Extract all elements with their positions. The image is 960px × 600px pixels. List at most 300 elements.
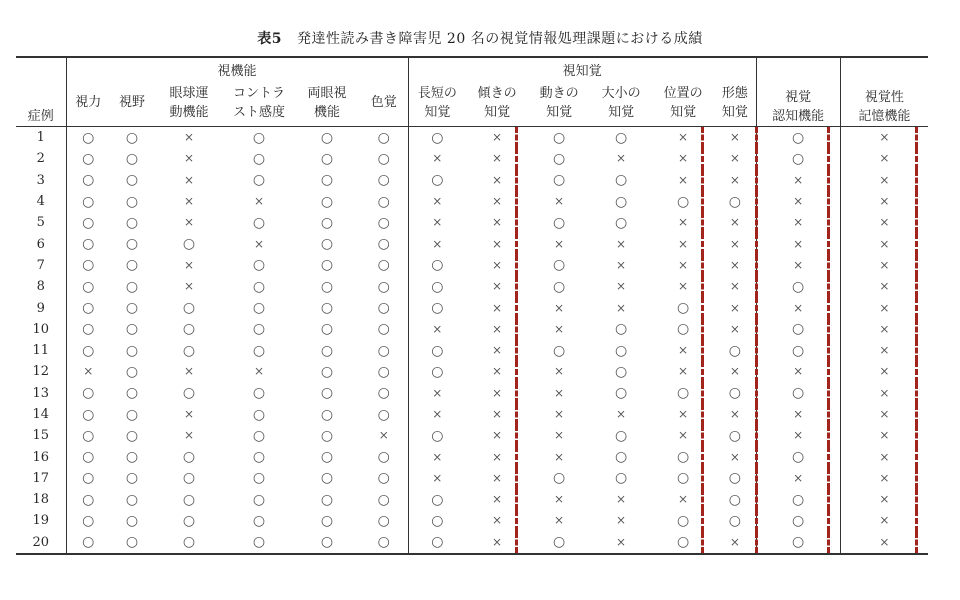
table-row [16, 404, 928, 425]
fail-mark: × [793, 172, 804, 187]
pass-mark: ○ [320, 491, 334, 508]
result-cell [590, 489, 652, 510]
fail-mark: × [492, 343, 503, 358]
fail-mark: × [554, 428, 565, 443]
pass-mark: ○ [614, 363, 628, 380]
fail-mark: × [432, 385, 443, 400]
dashed-marker [701, 148, 704, 169]
pass-mark: ○ [125, 534, 139, 551]
result-cell [840, 425, 928, 446]
dashed-marker [915, 170, 918, 191]
pass-mark: ○ [614, 470, 628, 487]
pass-mark: ○ [82, 236, 95, 253]
pass-mark: ○ [431, 172, 444, 189]
result-cell [714, 510, 756, 531]
result-cell [110, 319, 154, 340]
pass-mark: ○ [82, 321, 95, 338]
result-cell [66, 255, 110, 276]
fail-mark: × [432, 449, 443, 464]
pass-mark: ○ [125, 193, 139, 210]
result-cell [154, 233, 224, 254]
result-cell [756, 297, 840, 318]
result-cell [652, 255, 714, 276]
fail-mark: × [729, 236, 740, 251]
fail-mark: × [879, 407, 890, 421]
dashed-marker [515, 276, 518, 297]
result-cell [66, 127, 110, 149]
result-cell [840, 148, 928, 169]
pass-mark: ○ [82, 214, 95, 231]
fail-mark: × [879, 300, 890, 315]
result-cell [110, 148, 154, 169]
result-cell [294, 425, 360, 446]
table-row [16, 276, 928, 297]
result-cell [756, 468, 840, 489]
result-cell [840, 532, 928, 554]
pass-mark: ○ [552, 214, 566, 231]
fail-mark: × [183, 151, 195, 166]
result-cell [154, 127, 224, 149]
result-cell [154, 383, 224, 404]
pass-mark: ○ [320, 427, 334, 444]
pass-mark: ○ [377, 172, 390, 189]
case-number: 19 [32, 513, 50, 529]
result-cell [224, 255, 294, 276]
result-cell [408, 340, 466, 361]
result-cell [756, 383, 840, 404]
dashed-marker [701, 489, 704, 510]
fail-mark: × [678, 279, 689, 294]
pass-mark: ○ [125, 300, 139, 317]
result-cell [66, 468, 110, 489]
result-cell [224, 510, 294, 531]
fail-mark: × [183, 279, 195, 294]
case-number: 15 [32, 428, 50, 444]
result-cell [224, 425, 294, 446]
pass-mark: ○ [125, 129, 139, 146]
result-cell [590, 404, 652, 425]
pass-mark: ○ [82, 385, 95, 402]
result-cell [590, 233, 652, 254]
result-cell [66, 489, 110, 510]
result-cell [360, 127, 408, 149]
dashed-marker [827, 510, 830, 531]
fail-mark: × [432, 151, 443, 166]
pass-mark: ○ [728, 491, 741, 508]
result-cell [528, 404, 590, 425]
result-cell [528, 361, 590, 382]
result-cell [756, 191, 840, 212]
header-tilt-perception: 傾きの 知覚 [466, 79, 528, 127]
header-size-perception: 大小の 知覚 [590, 79, 652, 127]
result-cell [590, 361, 652, 382]
fail-mark: × [879, 215, 890, 230]
fail-mark: × [616, 300, 627, 315]
result-cell [110, 191, 154, 212]
pass-mark: ○ [552, 342, 566, 359]
result-cell [652, 425, 714, 446]
result-cell [294, 361, 360, 382]
dashed-marker [915, 532, 918, 553]
fail-mark: × [554, 194, 565, 209]
fail-mark: × [678, 257, 689, 272]
case-number: 13 [32, 385, 50, 401]
result-cell [528, 468, 590, 489]
pass-mark: ○ [552, 534, 566, 551]
fail-mark: × [183, 172, 195, 187]
case-number: 11 [32, 343, 50, 359]
pass-mark: ○ [552, 257, 566, 274]
fail-mark: × [183, 257, 195, 272]
pass-mark: ○ [182, 300, 196, 317]
pass-mark: ○ [431, 257, 444, 274]
result-cell [408, 425, 466, 446]
fail-mark: × [616, 236, 627, 251]
dashed-marker [827, 148, 830, 169]
pass-mark: ○ [182, 491, 196, 508]
pass-mark: ○ [252, 342, 266, 359]
dashed-marker [915, 468, 918, 489]
result-cell [360, 489, 408, 510]
table-row [16, 340, 928, 361]
result-cell [756, 212, 840, 233]
pass-mark: ○ [125, 172, 139, 189]
fail-mark: × [616, 492, 627, 507]
result-cell [154, 404, 224, 425]
result-cell [590, 127, 652, 149]
result-cell [224, 127, 294, 149]
result-cell [840, 255, 928, 276]
result-cell [110, 361, 154, 382]
result-cell [714, 127, 756, 149]
result-cell [528, 383, 590, 404]
pass-mark: ○ [320, 150, 334, 167]
dashed-marker [701, 404, 704, 425]
fail-mark: × [729, 151, 740, 166]
result-cell [590, 510, 652, 531]
result-cell [154, 510, 224, 531]
fail-mark: × [432, 194, 443, 209]
result-cell [652, 297, 714, 318]
header-binocular-vision: 両眼視 機能 [294, 79, 360, 127]
dashed-marker [701, 532, 704, 553]
pass-mark: ○ [320, 214, 334, 231]
pass-mark: ○ [320, 193, 334, 210]
fail-mark: × [554, 364, 565, 379]
case-number: 16 [32, 449, 50, 465]
result-cell [714, 297, 756, 318]
fail-mark: × [879, 257, 890, 272]
pass-mark: ○ [320, 278, 334, 295]
fail-mark: × [879, 492, 890, 507]
result-cell [840, 510, 928, 531]
result-cell [714, 212, 756, 233]
result-cell [528, 446, 590, 467]
pass-mark: ○ [614, 193, 628, 210]
pass-mark: ○ [792, 129, 805, 146]
dashed-marker [915, 446, 918, 467]
fail-mark: × [492, 172, 503, 187]
pass-mark: ○ [182, 449, 196, 466]
header-visual-field: 視野 [110, 79, 154, 127]
table-row [16, 468, 928, 489]
pass-mark: ○ [125, 470, 139, 487]
fail-mark: × [678, 343, 689, 358]
result-cell [756, 425, 840, 446]
pass-mark: ○ [82, 449, 95, 466]
fail-mark: × [678, 364, 689, 379]
result-cell [110, 233, 154, 254]
pass-mark: ○ [728, 512, 741, 529]
result-cell [714, 148, 756, 169]
result-cell [154, 532, 224, 554]
dashed-marker [915, 425, 918, 446]
pass-mark: ○ [182, 534, 196, 551]
pass-mark: ○ [82, 193, 95, 210]
result-cell [66, 233, 110, 254]
result-cell [528, 297, 590, 318]
case-number: 6 [36, 236, 45, 252]
result-cell [154, 340, 224, 361]
fail-mark: × [554, 385, 565, 400]
result-cell [652, 233, 714, 254]
result-cell [652, 319, 714, 340]
pass-mark: ○ [82, 342, 95, 359]
fail-mark: × [492, 236, 503, 251]
result-cell [756, 148, 840, 169]
result-cell [840, 468, 928, 489]
result-cell [294, 255, 360, 276]
result-cell [224, 297, 294, 318]
fail-mark: × [554, 300, 565, 315]
dashed-marker [827, 489, 830, 510]
fail-mark: × [616, 151, 627, 166]
result-cell [360, 191, 408, 212]
result-cell [652, 532, 714, 554]
pass-mark: ○ [82, 172, 95, 189]
fail-mark: × [879, 151, 890, 166]
result-cell [224, 319, 294, 340]
fail-mark: × [793, 215, 804, 230]
dashed-marker [515, 383, 518, 404]
result-cell [224, 191, 294, 212]
result-cell [528, 255, 590, 276]
pass-mark: ○ [728, 193, 741, 210]
pass-mark: ○ [252, 172, 266, 189]
fail-mark: × [554, 492, 565, 507]
case-number: 8 [36, 279, 45, 295]
fail-mark: × [492, 257, 503, 272]
result-cell [652, 361, 714, 382]
result-cell [528, 425, 590, 446]
result-cell [294, 276, 360, 297]
result-cell [154, 170, 224, 191]
result-cell [66, 170, 110, 191]
pass-mark: ○ [125, 449, 139, 466]
pass-mark: ○ [431, 363, 444, 380]
result-cell [840, 191, 928, 212]
pass-mark: ○ [320, 172, 334, 189]
dashed-marker [515, 404, 518, 425]
result-cell [840, 361, 928, 382]
fail-mark: × [253, 364, 265, 379]
result-cell [466, 404, 528, 425]
header-length-perception: 長短の 知覚 [408, 79, 466, 127]
table-row [16, 191, 928, 212]
result-cell [224, 489, 294, 510]
pass-mark: ○ [676, 321, 690, 338]
table-row [16, 297, 928, 318]
dashed-marker [915, 276, 918, 297]
table-row [16, 233, 928, 254]
result-cell [66, 319, 110, 340]
table-row [16, 319, 928, 340]
result-cell [66, 340, 110, 361]
dashed-marker [827, 404, 830, 425]
dashed-marker [915, 404, 918, 425]
pass-mark: ○ [676, 534, 690, 551]
result-cell [408, 446, 466, 467]
result-cell [590, 468, 652, 489]
case-number: 12 [32, 364, 50, 380]
fail-mark: × [729, 257, 740, 272]
result-cell [66, 297, 110, 318]
fail-mark: × [879, 513, 890, 528]
pass-mark: ○ [182, 342, 196, 359]
dashed-marker [515, 127, 518, 148]
result-cell [714, 170, 756, 191]
result-cell [224, 340, 294, 361]
result-cell [110, 212, 154, 233]
fail-mark: × [183, 364, 195, 379]
pass-mark: ○ [182, 385, 196, 402]
dashed-marker [701, 170, 704, 191]
result-cell [466, 127, 528, 149]
result-cell [224, 468, 294, 489]
dashed-marker [701, 297, 704, 318]
results-table [16, 56, 928, 555]
fail-mark: × [729, 130, 740, 145]
pass-mark: ○ [792, 534, 805, 551]
table-row [16, 170, 928, 191]
dashed-marker [827, 170, 830, 191]
result-cell [714, 404, 756, 425]
result-cell [756, 276, 840, 297]
pass-mark: ○ [252, 129, 266, 146]
fail-mark: × [879, 428, 890, 443]
result-cell [840, 297, 928, 318]
result-cell [294, 170, 360, 191]
result-cell [590, 170, 652, 191]
case-number: 7 [36, 257, 45, 273]
result-cell [756, 404, 840, 425]
result-cell [840, 446, 928, 467]
result-cell [66, 212, 110, 233]
pass-mark: ○ [792, 449, 805, 466]
pass-mark: ○ [252, 150, 266, 167]
result-cell [66, 510, 110, 531]
result-cell [756, 233, 840, 254]
result-cell [294, 212, 360, 233]
pass-mark: ○ [552, 150, 566, 167]
result-cell [154, 148, 224, 169]
result-cell [154, 276, 224, 297]
table-row [16, 510, 928, 531]
pass-mark: ○ [377, 321, 390, 338]
result-cell [360, 212, 408, 233]
pass-mark: ○ [320, 236, 334, 253]
result-cell [294, 532, 360, 554]
fail-mark: × [253, 194, 265, 209]
result-cell [466, 489, 528, 510]
dashed-marker [827, 446, 830, 467]
result-cell [466, 532, 528, 554]
pass-mark: ○ [377, 342, 390, 359]
pass-mark: ○ [82, 406, 95, 423]
header-cognition: 視覚 認知機能 [756, 57, 840, 127]
pass-mark: ○ [431, 129, 444, 146]
pass-mark: ○ [125, 257, 139, 274]
table-number: 表5 [257, 31, 283, 47]
result-cell [590, 255, 652, 276]
pass-mark: ○ [614, 342, 628, 359]
result-cell [66, 276, 110, 297]
pass-mark: ○ [320, 534, 334, 551]
result-cell [224, 233, 294, 254]
fail-mark: × [678, 172, 689, 187]
result-cell [714, 233, 756, 254]
fail-mark: × [879, 194, 890, 209]
result-cell [590, 297, 652, 318]
result-cell [528, 489, 590, 510]
fail-mark: × [492, 534, 503, 549]
fail-mark: × [879, 385, 890, 400]
result-cell [66, 361, 110, 382]
pass-mark: ○ [792, 512, 805, 529]
result-cell [110, 170, 154, 191]
result-cell [110, 510, 154, 531]
dashed-marker [827, 383, 830, 404]
result-cell [110, 340, 154, 361]
dashed-marker [515, 319, 518, 340]
pass-mark: ○ [125, 236, 139, 253]
table-caption [0, 28, 960, 48]
dashed-marker [515, 297, 518, 318]
pass-mark: ○ [82, 129, 95, 146]
table-row [16, 361, 928, 382]
result-cell [840, 170, 928, 191]
fail-mark: × [793, 236, 804, 251]
case-number: 4 [36, 194, 45, 210]
result-cell [528, 340, 590, 361]
result-cell [294, 319, 360, 340]
dashed-marker [515, 532, 518, 553]
result-cell [714, 340, 756, 361]
pass-mark: ○ [125, 427, 139, 444]
result-cell [110, 276, 154, 297]
result-cell [360, 468, 408, 489]
pass-mark: ○ [431, 427, 444, 444]
fail-mark: × [492, 364, 503, 379]
dashed-marker [827, 212, 830, 233]
pass-mark: ○ [377, 278, 390, 295]
result-cell [360, 297, 408, 318]
case-number: 17 [32, 470, 50, 486]
fail-mark: × [432, 407, 443, 421]
pass-mark: ○ [431, 512, 444, 529]
fail-mark: × [879, 449, 890, 464]
fail-mark: × [678, 492, 689, 507]
